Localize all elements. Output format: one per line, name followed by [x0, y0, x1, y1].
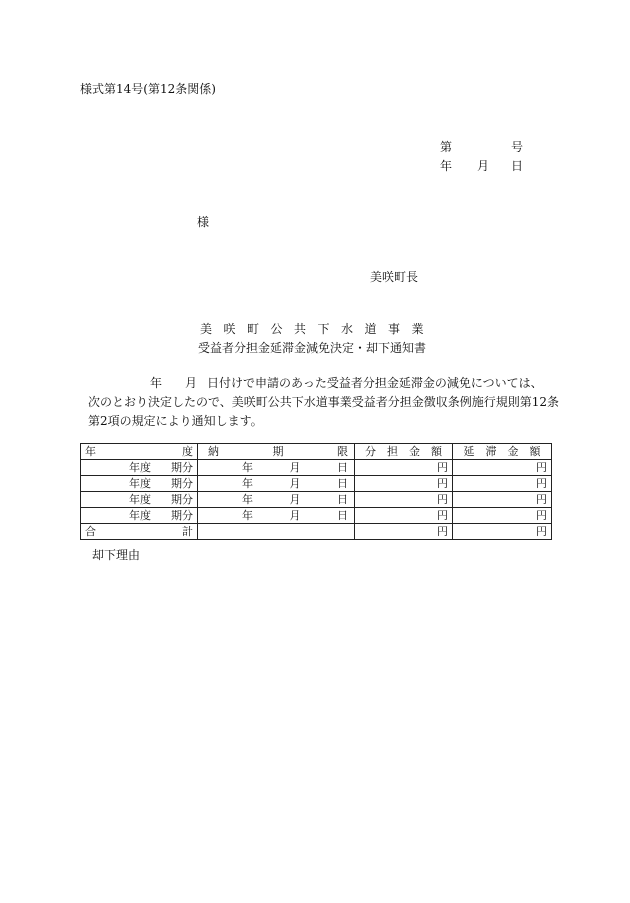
body-month-label: 月 — [185, 376, 198, 390]
body-line-3: 第2項の規定により通知します。 — [88, 414, 263, 428]
body-line-2: 次のとおり決定したので、美咲町公共下水道事業受益者分担金徴収条例施行規則第12条 — [88, 395, 560, 409]
document-title-line2: 受益者分担金延滞金減免決定・却下通知書 — [198, 341, 427, 355]
header-fiscal-year: 年 度 — [81, 444, 198, 460]
date-day-label: 日 — [511, 159, 524, 173]
recipient-suffix: 様 — [197, 215, 210, 229]
table-header-row — [81, 444, 552, 460]
table-row: 年度 期分 年 月 日 円 円 — [81, 508, 552, 524]
header-due-date: 納 期 限 — [198, 444, 355, 460]
body-year-label: 年 — [150, 376, 163, 390]
delinquency-table — [80, 443, 552, 540]
table-row: 年度 期分 年 月 日 円 円 — [81, 492, 552, 508]
table-total-row: 合 計 円 円 — [81, 524, 552, 540]
document-number-prefix: 第 — [440, 140, 453, 154]
date-year-label: 年 — [440, 159, 453, 173]
table-row: 年度 期分 年 月 日 円 円 — [81, 476, 552, 492]
document-title-line1: 美咲町公共下水道事業 — [200, 322, 436, 336]
date-month-label: 月 — [477, 159, 490, 173]
form-number: 様式第14号(第12条関係) — [80, 82, 216, 96]
header-overdue-amount: 延 滞 金 額 — [453, 444, 552, 460]
rejection-reason-label: 却下理由 — [92, 548, 141, 562]
body-line-1: 日付けで申請のあった受益者分担金延滞金の減免については、 — [207, 376, 543, 390]
sender-name: 美咲町長 — [370, 270, 419, 284]
header-share-amount: 分 担 金 額 — [355, 444, 453, 460]
table-row: 年度 期分 年 月 日 円 円 — [81, 460, 552, 476]
document-number-suffix: 号 — [511, 140, 524, 154]
